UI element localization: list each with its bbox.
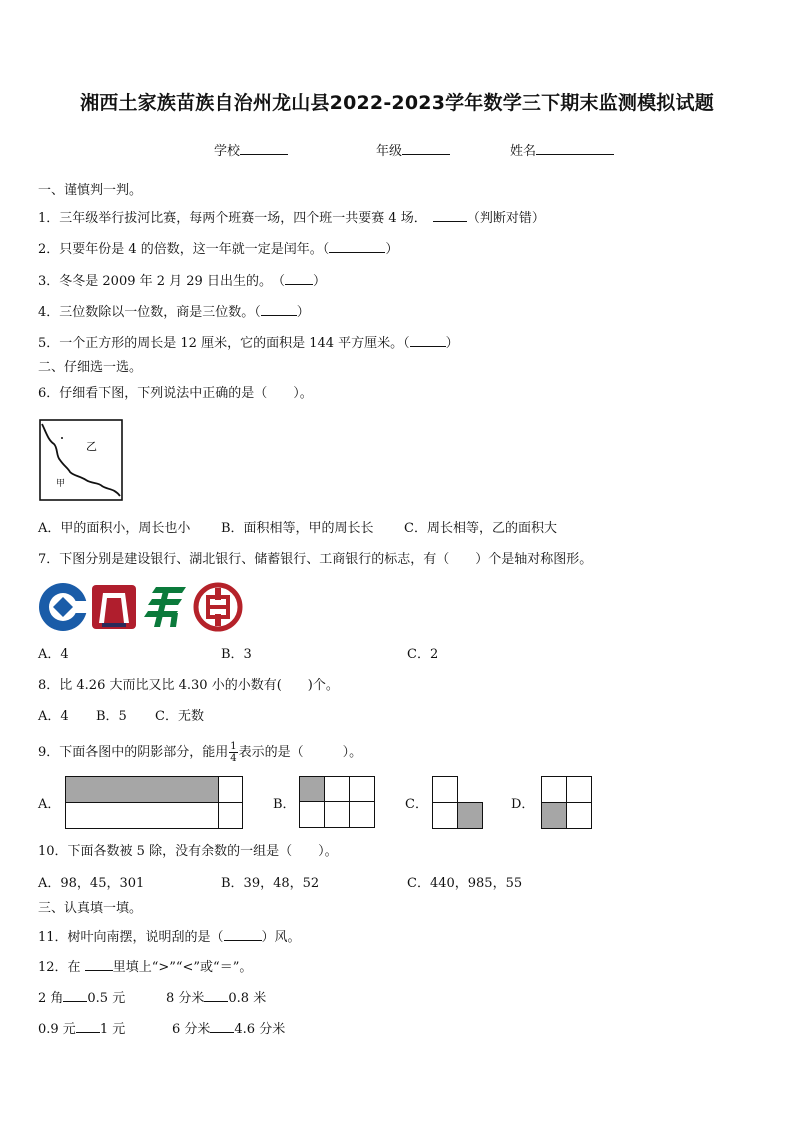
compare-blank[interactable]: [204, 989, 228, 1002]
compare-right: 4.6 分米: [234, 1022, 286, 1037]
question-6-figure: [38, 418, 126, 504]
question-1-text: 1．三年级举行拔河比赛，每两个班赛一场，四个班一共要赛 4 场．: [38, 211, 427, 226]
question-6-option-c[interactable]: C．周长相等，乙的面积大: [404, 521, 557, 536]
question-9-option-b[interactable]: B．: [273, 797, 296, 812]
question-9-text-after: 表示的是（ ）。: [238, 745, 363, 760]
question-3: [38, 272, 326, 290]
question-2-blank[interactable]: [329, 240, 385, 253]
compare-left: 0.9 元: [38, 1022, 76, 1037]
question-10-option-b[interactable]: B．39，48，52: [221, 876, 320, 891]
question-9-option-d[interactable]: D．: [511, 797, 535, 812]
question-3-suffix: ）: [312, 274, 326, 289]
question-6-option-b[interactable]: B．面积相等，甲的周长长: [221, 521, 374, 536]
fraction-denominator: 4: [230, 753, 237, 764]
question-6-text: 6．仔细看下图，下列说法中正确的是（ ）。: [38, 386, 313, 401]
question-9-fraction: [229, 741, 237, 764]
q9d-cell: [566, 776, 592, 803]
question-11-suffix: ）风。: [261, 930, 301, 945]
q9a-cell: [65, 802, 219, 829]
postal-savings-logo-icon: [142, 583, 190, 631]
question-12-text: 12．在: [38, 960, 85, 975]
grade-field[interactable]: [376, 142, 450, 160]
compare-item-2: [166, 989, 266, 1007]
hubei-bank-logo-icon: [90, 583, 138, 631]
q9b-cell: [349, 801, 375, 828]
icbc-logo-icon: [193, 582, 243, 632]
question-7-option-c[interactable]: C．2: [407, 647, 439, 662]
question-12-text2: 里填上“>”“<”或“＝”。: [112, 960, 253, 975]
school-field[interactable]: [214, 142, 288, 160]
question-11: [38, 928, 301, 946]
question-1-blank[interactable]: [433, 209, 467, 222]
page-title: 湘西土家族苗族自治州龙山县2022-2023学年数学三下期末监测模拟试题: [80, 92, 714, 114]
question-7-text: 7．下图分别是建设银行、湖北银行、储蓄银行、工商银行的标志，有（ ）个是轴对称图形。: [38, 552, 593, 567]
question-5-blank[interactable]: [410, 334, 446, 347]
q9b-cell: [324, 776, 350, 802]
question-2: [38, 240, 398, 258]
figure-label-jia: 甲: [56, 479, 66, 489]
question-10-option-c[interactable]: C．440，985，55: [407, 876, 523, 891]
q9b-cell: [299, 801, 325, 828]
compare-item-4: [172, 1020, 285, 1038]
compare-item-3: [38, 1020, 125, 1038]
q9a-cell: [218, 802, 243, 829]
compare-item-1: [38, 989, 125, 1007]
question-11-blank[interactable]: [224, 928, 262, 941]
q9c-cell: [432, 776, 458, 803]
compare-blank[interactable]: [210, 1020, 234, 1033]
question-4-blank[interactable]: [261, 303, 297, 316]
grade-blank[interactable]: [402, 142, 450, 155]
q9b-shaded-cell: [299, 776, 325, 802]
q9d-shaded-cell: [541, 802, 567, 829]
grade-label: 年级: [376, 144, 403, 159]
q9b-cell: [324, 801, 350, 828]
question-4-suffix: ）: [296, 305, 310, 320]
question-7-option-b[interactable]: B．3: [221, 647, 252, 662]
section-heading-2: 二、仔细选一选。: [38, 360, 143, 375]
compare-left: 2 角: [38, 991, 64, 1006]
question-7-option-a[interactable]: A．4: [38, 647, 69, 662]
name-label: 姓名: [510, 144, 537, 159]
q9d-cell: [566, 802, 592, 829]
school-label: 学校: [214, 144, 241, 159]
name-blank[interactable]: [536, 142, 614, 155]
section-heading-1: 一、谨慎判一判。: [38, 183, 143, 198]
school-blank[interactable]: [240, 142, 288, 155]
question-9-option-a[interactable]: A．: [38, 797, 61, 812]
figure-square-outline: [40, 420, 122, 500]
question-9: [38, 741, 362, 764]
question-6-option-a[interactable]: A．甲的面积小，周长也小: [38, 521, 191, 536]
question-3-blank[interactable]: [285, 272, 313, 285]
question-12-blank: [85, 958, 113, 971]
question-5-suffix: ）: [445, 336, 459, 351]
question-2-text: 2．只要年份是 4 的倍数，这一年就一定是闰年。（: [38, 242, 330, 257]
question-8-text: 8．比 4.26 大而比又比 4.30 小的小数有( )个。: [38, 678, 339, 693]
q9d-cell: [541, 776, 567, 803]
q9c-cell: [432, 802, 458, 829]
q9a-cell: [218, 776, 243, 803]
question-10-text: 10．下面各数被 5 除，没有余数的一组是（ ）。: [38, 844, 338, 859]
question-4-text: 4．三位数除以一位数，商是三位数。（: [38, 305, 261, 320]
compare-right: 0.5 元: [87, 991, 126, 1006]
question-1-suffix: （判断对错）: [466, 211, 545, 226]
question-11-text: 11．树叶向南摆，说明刮的是（: [38, 930, 224, 945]
question-4: [38, 303, 310, 321]
question-1: [38, 209, 545, 227]
question-10-option-a[interactable]: A．98，45，301: [38, 876, 145, 891]
question-8-option-a[interactable]: A．4: [38, 709, 69, 724]
compare-blank[interactable]: [76, 1020, 100, 1033]
question-8-option-b[interactable]: B．5: [96, 709, 127, 724]
question-5: [38, 334, 459, 352]
fraction-numerator: 1: [230, 741, 237, 752]
compare-blank[interactable]: [63, 989, 87, 1002]
compare-left: 8 分米: [166, 991, 205, 1006]
ccb-logo-icon: [38, 582, 88, 632]
q9a-shaded-cell: [65, 776, 219, 803]
section-heading-3: 三、认真填一填。: [38, 901, 143, 916]
figure-dot: [61, 437, 63, 439]
q9b-cell: [349, 776, 375, 802]
question-5-text: 5．一个正方形的周长是 12 厘米，它的面积是 144 平方厘米。（: [38, 336, 410, 351]
question-8-option-c[interactable]: C．无数: [155, 709, 204, 724]
name-field[interactable]: [510, 142, 614, 160]
q9c-shaded-cell: [457, 802, 483, 829]
compare-right: 1 元: [99, 1022, 126, 1037]
question-9-text-before: 9．下面各图中的阴影部分，能用: [38, 745, 229, 760]
figure-label-yi: 乙: [86, 440, 97, 453]
question-2-suffix: ）: [385, 242, 399, 257]
question-12: [38, 958, 252, 976]
compare-left: 6 分米: [172, 1022, 211, 1037]
compare-right: 0.8 米: [228, 991, 267, 1006]
question-3-text: 3．冬冬是 2009 年 2 月 29 日出生的。 （: [38, 274, 285, 289]
question-9-option-c[interactable]: C．: [405, 797, 428, 812]
